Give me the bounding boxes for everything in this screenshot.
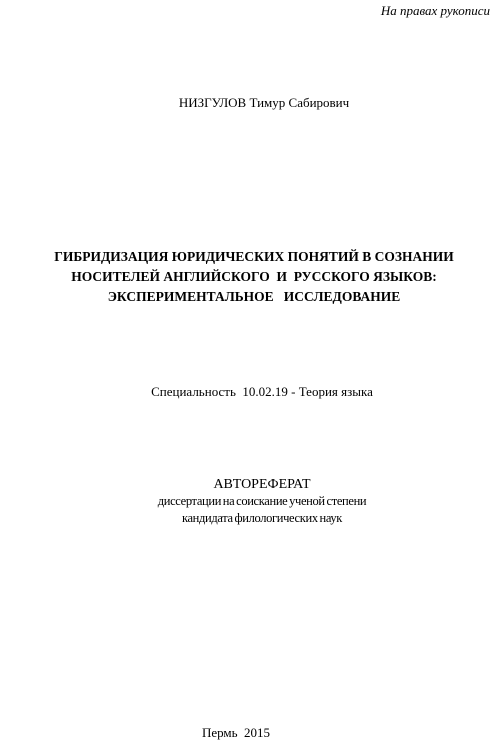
abstract-heading: АВТОРЕФЕРАТ [213, 477, 311, 492]
abstract-line-2: кандидата филологических наук [181, 511, 343, 525]
title-line-2: НОСИТЕЛЕЙ АНГЛИЙСКОГО И РУССКОГО ЯЗЫКОВ: [71, 269, 437, 284]
abstract-line-1: диссертации на соискание ученой степени [157, 494, 367, 508]
specialty-line: Специальность 10.02.19 - Теория языка [151, 384, 373, 399]
title-line-3: ЭКСПЕРИМЕНТАЛЬНОЕ ИССЛЕДОВАНИЕ [107, 289, 401, 304]
abstract-block [12, 476, 500, 527]
title-line-1: ГИБРИДИЗАЦИЯ ЮРИДИЧЕСКИХ ПОНЯТИЙ В СОЗНАНИИ [54, 249, 454, 264]
place-year: Пермь 2015 [201, 725, 271, 740]
rights-note: На правах рукописи [380, 3, 490, 18]
dissertation-title [4, 247, 500, 307]
author-name: НИЗГУЛОВ Тимур Сабирович [178, 95, 350, 110]
